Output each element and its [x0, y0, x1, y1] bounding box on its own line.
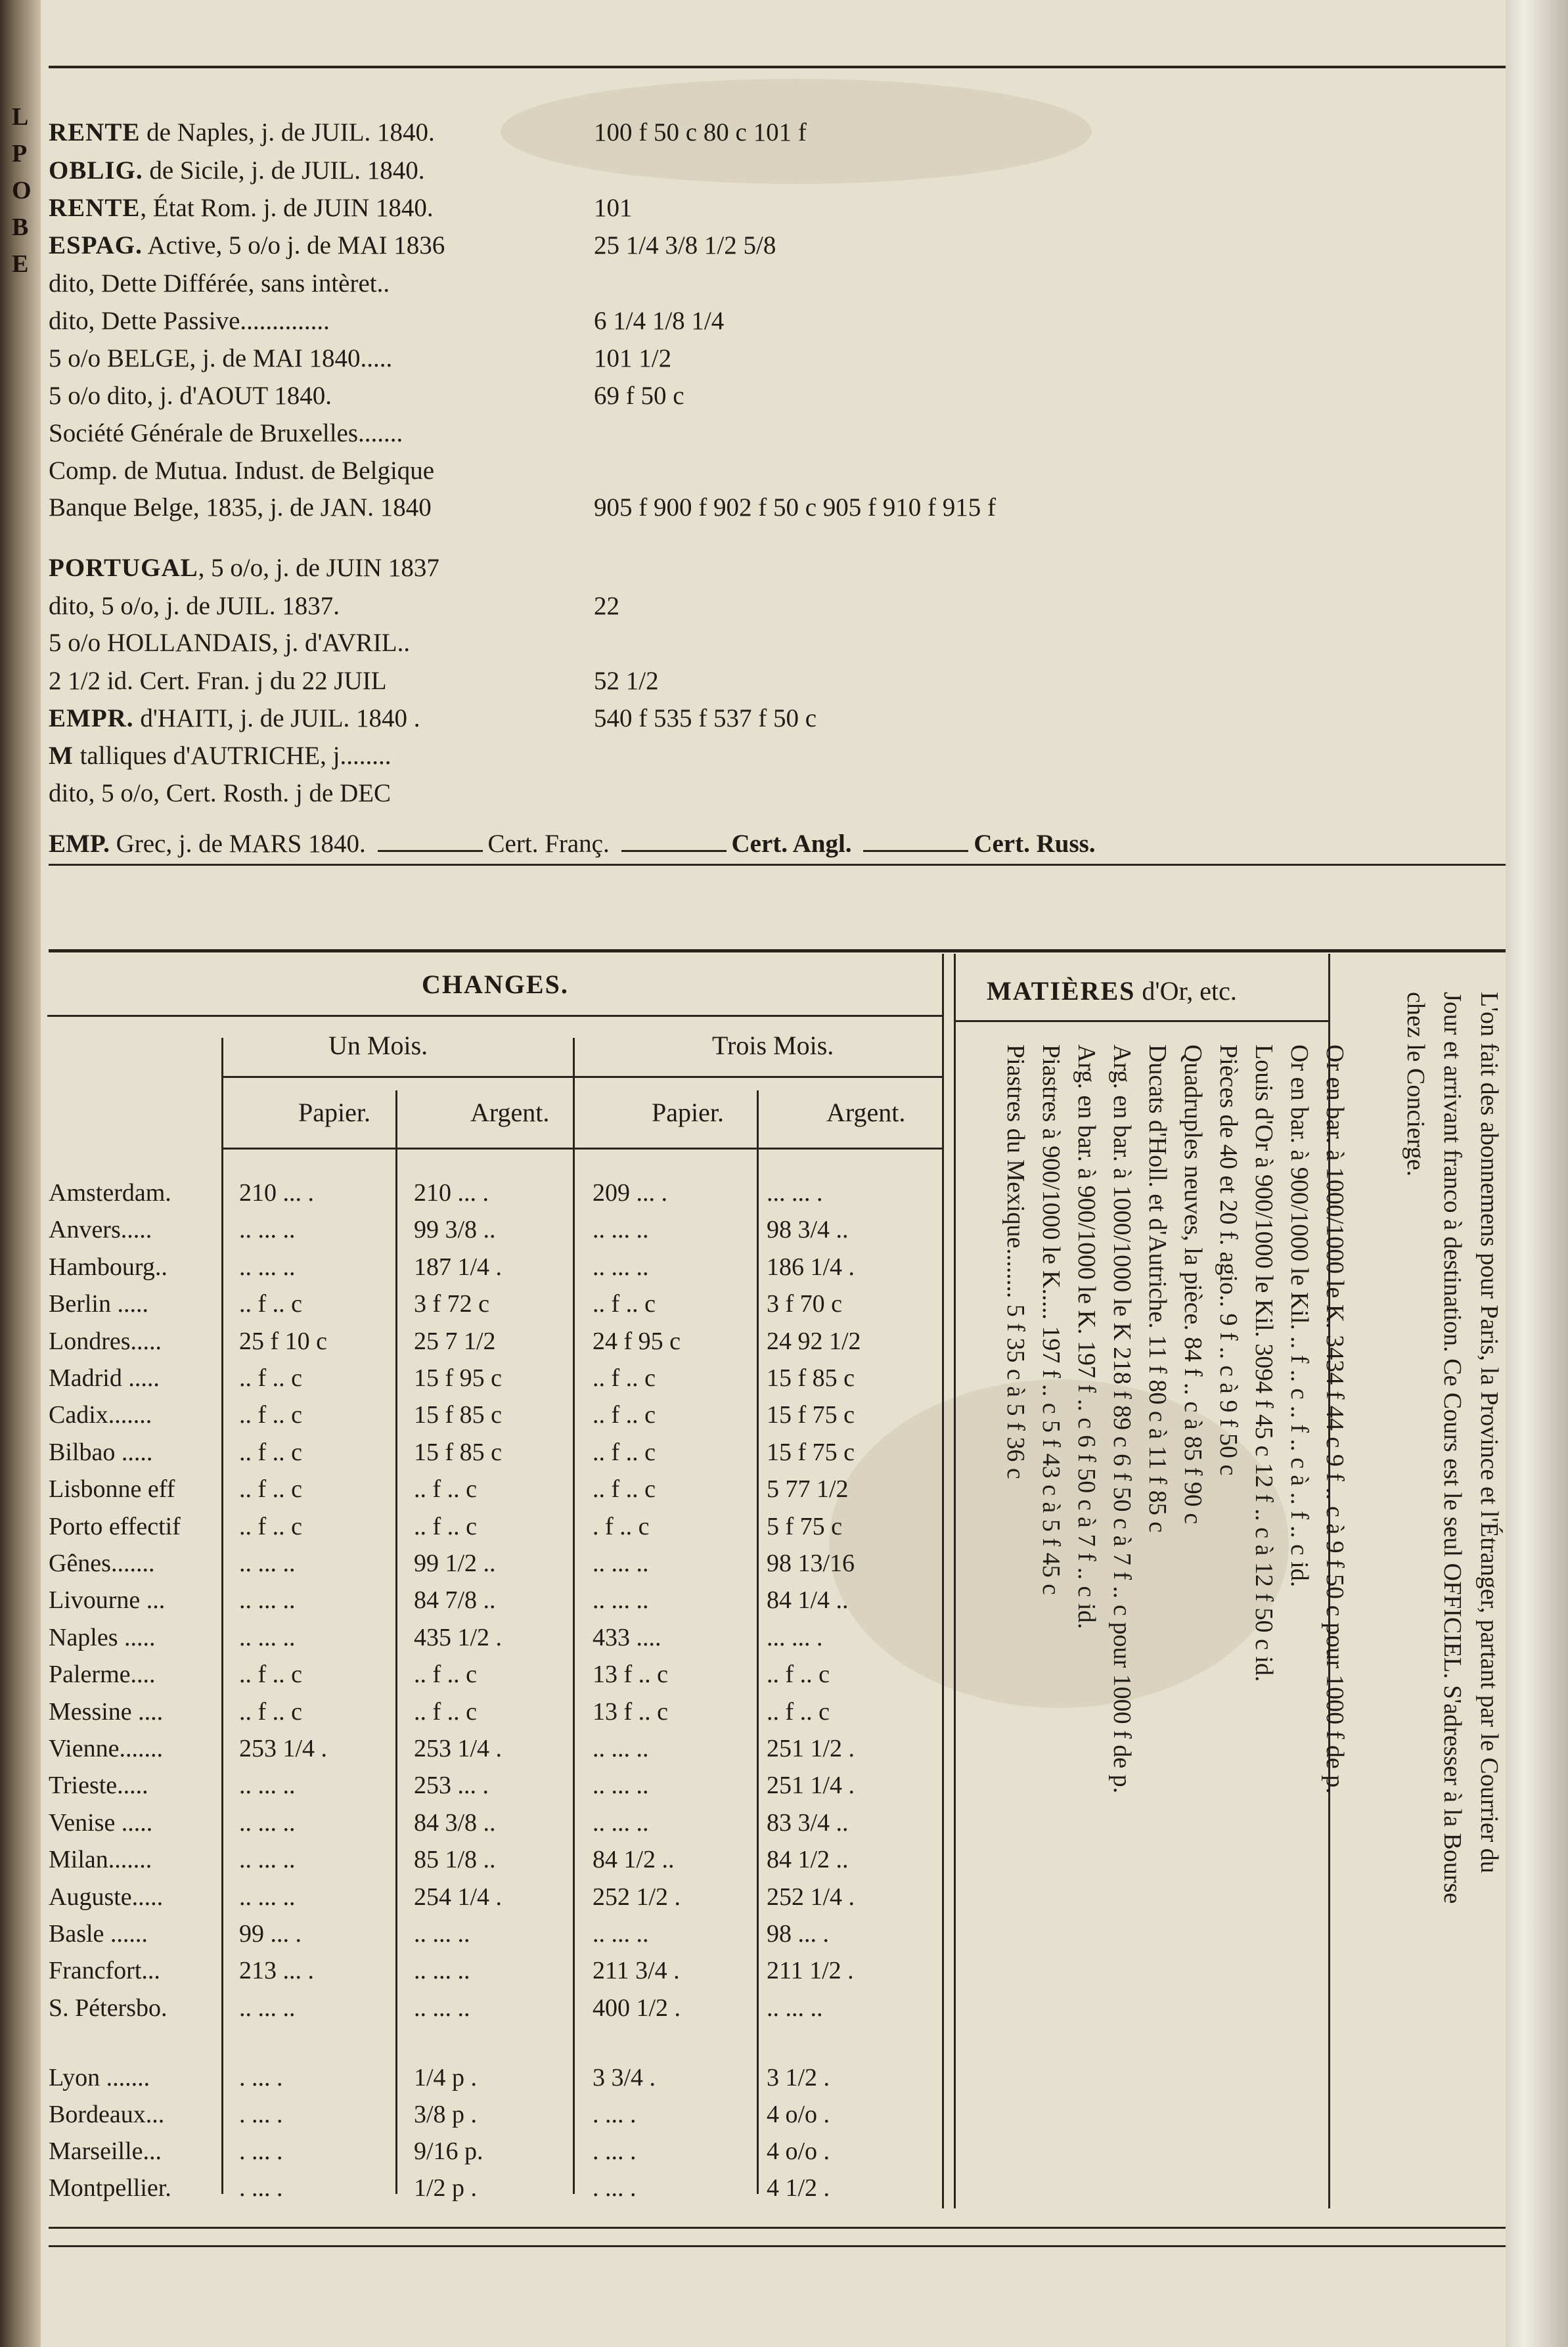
trois-mois-argent: 24 92 1/2: [767, 1327, 861, 1355]
rente-value: 22: [594, 592, 619, 620]
trois-mois-papier: 209 ... .: [593, 1179, 667, 1207]
notice-line: Jour et arrivant franco à destination. Ce Cours est le seul OFFICIEL. S'adresser à la Bourse: [1439, 992, 1466, 1904]
changes-title: CHANGES.: [422, 970, 569, 999]
trois-mois-papier: 3 3/4 .: [593, 2064, 656, 2091]
un-mois-papier: . ... .: [239, 2137, 283, 2165]
un-mois-papier: .. f .. c: [239, 1290, 303, 1318]
rente-label-rest: dito, 5 o/o, Cert. Rosth. j de DEC: [49, 779, 392, 807]
trois-mois-papier: 400 1/2 .: [593, 1994, 681, 2022]
trois-mois-papier: . f .. c: [593, 1512, 650, 1540]
un-mois-papier: .. ... ..: [239, 1253, 296, 1281]
un-mois-papier: .. ... ..: [239, 1586, 296, 1615]
gutter-letter: E: [12, 250, 29, 278]
rente-label: [49, 490, 432, 525]
city-name: Montpellier.: [49, 2174, 171, 2202]
trois-mois-argent: 251 1/4 .: [767, 1772, 855, 1800]
matieres-line: Piastres du Mexique........ 5 f 35 c à 5 f 36 c: [1002, 1044, 1029, 1479]
col-argent-2: Argent.: [826, 1098, 906, 1127]
rente-label: [49, 625, 410, 661]
rente-label: [49, 115, 435, 150]
notice-line: L'on fait des abonnemens pour Paris, la Province et l'Étranger, partant par le Courrier du: [1475, 992, 1503, 1873]
rente-label-bold: ESPAG.: [49, 231, 143, 259]
rente-value: 52 1/2: [594, 667, 659, 695]
trois-mois-papier: .. f .. c: [593, 1401, 656, 1429]
trois-mois-papier: .. ... ..: [593, 1550, 649, 1577]
city-name: Francfort...: [49, 1957, 160, 1985]
trois-mois-argent: 83 3/4 ..: [767, 1808, 849, 1837]
trois-mois-papier: .. f .. c: [593, 1475, 656, 1504]
un-mois-argent: 210 ... .: [414, 1179, 489, 1207]
bottom-rule: [49, 2227, 1506, 2229]
rente-label: [49, 190, 434, 226]
matieres-line: Louis d'Or à 900/1000 le Kil. 3094 f 45 c 12 f .. c à 12 f 50 c id.: [1250, 1044, 1278, 1682]
col-papier-2: Papier.: [652, 1098, 724, 1127]
rente-label-rest: dito, Dette Différée, sans intèret..: [49, 269, 390, 298]
matieres-line: Quadruples neuves, la pièce. 84 f .. c à 85 f 90 c: [1179, 1044, 1207, 1525]
un-mois-argent: .. ... ..: [414, 1920, 470, 1948]
rente-value: 100 f 50 c 80 c 101 f: [594, 118, 807, 146]
un-mois-argent: 254 1/4 .: [414, 1883, 503, 1911]
un-mois-argent: .. f .. c: [414, 1661, 478, 1689]
trois-mois-papier: . ... .: [593, 2137, 637, 2165]
trois-mois-argent: .. f .. c: [767, 1697, 830, 1726]
un-mois-argent: 84 3/8 ..: [414, 1808, 496, 1837]
rente-label-rest: de Sicile, j. de JUIL. 1840.: [143, 156, 425, 185]
un-mois-papier: .. ... ..: [239, 1994, 296, 2022]
trois-mois-papier: .. f .. c: [593, 1438, 656, 1466]
trois-mois-papier: .. f .. c: [593, 1290, 656, 1318]
un-mois-argent: 187 1/4 .: [414, 1253, 503, 1281]
rente-label-rest: d'HAITI, j. de JUIL. 1840 .: [133, 704, 420, 732]
city-name: Vienne.......: [49, 1735, 163, 1762]
rente-label-rest: , État Rom. j. de JUIN 1840.: [140, 194, 434, 222]
un-mois-argent: 15 f 95 c: [414, 1364, 503, 1392]
rente-label-rest: , 5 o/o, j. de JUIN 1837: [198, 554, 439, 582]
trois-mois-papier: .. f .. c: [593, 1364, 656, 1392]
trois-mois-argent: 15 f 85 c: [767, 1364, 855, 1392]
un-mois-argent: .. f .. c: [414, 1697, 478, 1726]
trois-mois-argent: 98 13/16: [767, 1550, 855, 1577]
city-name: Amsterdam.: [49, 1179, 171, 1207]
trois-mois-papier: .. ... ..: [593, 1772, 649, 1800]
rente-label-rest: de Naples, j. de JUIL. 1840.: [140, 118, 435, 146]
trois-mois-argent: 252 1/4 .: [767, 1883, 855, 1911]
trois-mois-argent: 15 f 75 c: [767, 1438, 855, 1466]
matieres-title-rest: d'Or, etc.: [1135, 976, 1237, 1006]
un-mois-argent: 15 f 85 c: [414, 1438, 503, 1466]
matieres-title-rule: [956, 1020, 1328, 1022]
un-mois-papier: .. ... ..: [239, 1216, 296, 1244]
rente-label: [49, 378, 332, 414]
un-mois-header: Un Mois.: [328, 1031, 428, 1060]
city-name: Berlin .....: [49, 1290, 148, 1318]
un-mois-argent: 3 f 72 c: [414, 1290, 490, 1318]
cert-franc: Cert. Franç.: [487, 830, 610, 858]
trois-mois-papier: .. ... ..: [593, 1920, 649, 1948]
city-name: Trieste.....: [49, 1772, 148, 1800]
trois-mois-papier: 13 f .. c: [593, 1697, 669, 1726]
un-mois-papier: 210 ... .: [239, 1179, 314, 1207]
matieres-line: Arg. en bar. à 1000/1000 le K 218 f 89 c 6 f 50 c à 7 f .. c pour 1000 f de p.: [1108, 1044, 1136, 1794]
emp-grec-label: Grec, j. de MARS 1840.: [109, 830, 366, 858]
un-mois-argent: 1/4 p .: [414, 2064, 478, 2091]
rente-label: [49, 701, 420, 736]
trois-mois-papier: .. ... ..: [593, 1808, 649, 1837]
matieres-title-bold: MATIÈRES: [987, 976, 1136, 1006]
trois-mois-argent: 3 f 70 c: [767, 1290, 843, 1318]
city-name: Messine ....: [49, 1697, 164, 1726]
rente-label: [49, 550, 439, 586]
city-name: S. Pétersbo.: [49, 1994, 168, 2022]
un-mois-papier: .. ... ..: [239, 1883, 296, 1911]
rente-label-rest: 2 1/2 id. Cert. Fran. j du 22 JUIL: [49, 667, 387, 695]
matieres-title: [987, 975, 1237, 1006]
un-mois-argent: 253 1/4 .: [414, 1735, 503, 1762]
table-vline: [954, 954, 956, 2208]
un-mois-papier: .. ... ..: [239, 1846, 296, 1874]
rente-label-bold: RENTE: [49, 118, 141, 146]
rente-label: [49, 228, 445, 263]
city-name: Lyon .......: [49, 2064, 150, 2091]
city-name: Cadix.......: [49, 1401, 152, 1429]
un-mois-papier: 253 1/4 .: [239, 1735, 328, 1762]
rente-label-rest: Comp. de Mutua. Indust. de Belgique: [49, 457, 435, 485]
group-rule: [221, 1076, 942, 1078]
table-vline: [573, 1038, 575, 2194]
trois-mois-argent: ... ... .: [767, 1623, 823, 1651]
rente-label-rest: dito, 5 o/o, j. de JUIL. 1837.: [49, 592, 340, 620]
un-mois-papier: .. ... ..: [239, 1623, 296, 1651]
un-mois-papier: 99 ... .: [239, 1920, 302, 1948]
un-mois-argent: 9/16 p.: [414, 2137, 483, 2165]
notice-line: chez le Concierge.: [1402, 992, 1429, 1176]
rente-label: [49, 266, 390, 302]
un-mois-argent: .. f .. c: [414, 1475, 478, 1504]
trois-mois-argent: 15 f 75 c: [767, 1401, 855, 1429]
next-page-edge: [1506, 0, 1568, 2347]
trois-mois-argent: 98 3/4 ..: [767, 1216, 849, 1244]
city-name: Auguste.....: [49, 1883, 164, 1911]
changes-top-rule: [49, 949, 1506, 952]
un-mois-argent: 99 1/2 ..: [414, 1550, 496, 1577]
rente-label-rest: Active, 5 o/o j. de MAI 1836: [142, 231, 445, 259]
gutter-letter: P: [12, 140, 28, 168]
col-papier-1: Papier.: [298, 1098, 370, 1127]
city-name: Bordeaux...: [49, 2101, 165, 2128]
un-mois-papier: .. f .. c: [239, 1661, 303, 1689]
un-mois-argent: 15 f 85 c: [414, 1401, 503, 1429]
rente-value: 905 f 900 f 902 f 50 c 905 f 910 f 915 f: [594, 493, 996, 522]
rente-value: 6 1/4 1/8 1/4: [594, 307, 725, 335]
cert-angl: Cert. Angl.: [731, 830, 852, 858]
un-mois-papier: .. f .. c: [239, 1401, 303, 1429]
rente-value: 101: [594, 194, 633, 222]
un-mois-papier: . ... .: [239, 2064, 283, 2091]
city-name: Madrid .....: [49, 1364, 160, 1392]
rente-label: [49, 738, 391, 774]
un-mois-argent: 1/2 p .: [414, 2174, 478, 2202]
city-name: Hambourg..: [49, 1253, 168, 1281]
trois-mois-papier: .. ... ..: [593, 1253, 649, 1281]
city-name: Palerme....: [49, 1661, 156, 1689]
trois-mois-argent: 186 1/4 .: [767, 1253, 855, 1281]
un-mois-argent: 84 7/8 ..: [414, 1586, 496, 1615]
matieres-line: Ducats d'Holl. et d'Autriche. 11 f 80 c à 11 f 85 c: [1144, 1044, 1171, 1533]
rente-label-rest: 5 o/o dito, j. d'AOUT 1840.: [49, 382, 332, 410]
cert-russ: Cert. Russ.: [974, 830, 1096, 858]
trois-mois-argent: 98 ... .: [767, 1920, 829, 1948]
un-mois-argent: 85 1/8 ..: [414, 1846, 496, 1874]
rente-label-rest: dito, Dette Passive..............: [49, 307, 330, 335]
matieres-line: Or en bar. à 1000/1000 le K. 3434 f 44 c 9 f .. c à 9 f 50 c pour 1000 f de p.: [1321, 1044, 1349, 1794]
trois-mois-papier: 252 1/2 .: [593, 1883, 681, 1911]
un-mois-papier: 25 f 10 c: [239, 1327, 328, 1355]
rente-label-rest: Société Générale de Bruxelles.......: [49, 419, 403, 447]
un-mois-argent: .. ... ..: [414, 1957, 470, 1985]
city-name: Gênes.......: [49, 1550, 155, 1577]
trois-mois-argent: ... ... .: [767, 1179, 823, 1207]
city-name: Basle ......: [49, 1920, 148, 1948]
rente-label-rest: 5 o/o HOLLANDAIS, j. d'AVRIL..: [49, 629, 411, 657]
un-mois-argent: .. ... ..: [414, 1994, 470, 2022]
matieres-line: Piastres à 900/1000 le K..... 197 f .. c 5 f 43 c à 5 f 45 c: [1037, 1044, 1065, 1595]
blank-line: [621, 850, 727, 852]
rente-value: 69 f 50 c: [594, 382, 684, 410]
rente-label: [49, 453, 434, 489]
city-name: Marseille...: [49, 2137, 162, 2165]
col-argent-1: Argent.: [470, 1098, 550, 1127]
rente-label: [49, 416, 403, 451]
changes-title-rule: [47, 1015, 942, 1017]
city-name: Venise .....: [49, 1808, 153, 1837]
trois-mois-argent: 84 1/2 ..: [767, 1846, 849, 1874]
un-mois-papier: 213 ... .: [239, 1957, 314, 1985]
un-mois-argent: 99 3/8 ..: [414, 1216, 496, 1244]
rente-label: [49, 663, 387, 699]
un-mois-papier: .. f .. c: [239, 1697, 303, 1726]
trois-mois-papier: 13 f .. c: [593, 1661, 669, 1689]
trois-mois-papier: . ... .: [593, 2174, 637, 2202]
city-name: Lisbonne eff: [49, 1475, 175, 1504]
trois-mois-argent: 4 o/o .: [767, 2137, 830, 2165]
trois-mois-argent: .. ... ..: [767, 1994, 823, 2022]
rente-label: [49, 776, 391, 811]
bottom-rule: [49, 2245, 1506, 2247]
gutter-letter: O: [12, 177, 32, 204]
trois-mois-argent: 5 f 75 c: [767, 1512, 843, 1540]
rente-label-bold: OBLIG.: [49, 156, 143, 185]
un-mois-papier: .. f .. c: [239, 1438, 303, 1466]
trois-mois-papier: 24 f 95 c: [593, 1327, 681, 1355]
trois-mois-argent: .. f .. c: [767, 1661, 830, 1689]
trois-mois-argent: 251 1/2 .: [767, 1735, 855, 1762]
trois-mois-papier: 84 1/2 ..: [593, 1846, 675, 1874]
trois-mois-argent: 3 1/2 .: [767, 2064, 830, 2091]
un-mois-papier: . ... .: [239, 2174, 283, 2202]
un-mois-papier: .. ... ..: [239, 1808, 296, 1837]
rente-value: 25 1/4 3/8 1/2 5/8: [594, 231, 776, 259]
trois-mois-papier: .. ... ..: [593, 1586, 649, 1615]
un-mois-papier: .. ... ..: [239, 1772, 296, 1800]
gutter-letters: [12, 99, 32, 282]
rente-label-bold: RENTE: [49, 194, 141, 222]
ledger-page: [41, 0, 1506, 2347]
rente-label: [49, 153, 425, 189]
un-mois-papier: .. ... ..: [239, 1550, 296, 1577]
city-name: Naples .....: [49, 1623, 156, 1651]
table-vline: [942, 954, 944, 2208]
trois-mois-papier: . ... .: [593, 2101, 637, 2128]
city-name: Livourne ...: [49, 1586, 166, 1615]
blank-line: [378, 850, 483, 852]
matieres-line: Pièces de 40 et 20 f. agio.. 9 f .. c à 9 f 50 c: [1215, 1044, 1242, 1476]
un-mois-argent: 3/8 p .: [414, 2101, 478, 2128]
rente-label-bold: EMPR.: [49, 704, 134, 732]
trois-mois-papier: 211 3/4 .: [593, 1957, 680, 1985]
rente-label: [49, 303, 330, 339]
rente-label-rest: talliques d'AUTRICHE, j........: [73, 742, 392, 770]
rente-value: 540 f 535 f 537 f 50 c: [594, 704, 817, 732]
un-mois-argent: .. f .. c: [414, 1512, 478, 1540]
gutter-letter: L: [12, 103, 29, 131]
matieres-line: Or en bar. à 900/1000 le Kil. .. f .. c .. f .. c à .. f .. c id.: [1286, 1044, 1313, 1588]
un-mois-argent: 253 ... .: [414, 1772, 489, 1800]
trois-mois-argent: 4 1/2 .: [767, 2174, 830, 2202]
rente-value: 101 1/2: [594, 344, 672, 372]
trois-mois-argent: 84 1/4 ..: [767, 1586, 849, 1615]
rente-label-bold: PORTUGAL: [49, 554, 198, 582]
trois-mois-argent: 5 77 1/2: [767, 1475, 849, 1504]
city-name: Milan.......: [49, 1846, 152, 1874]
city-name: Londres.....: [49, 1327, 162, 1355]
rente-label-rest: 5 o/o BELGE, j. de MAI 1840.....: [49, 344, 393, 372]
trois-mois-papier: .. ... ..: [593, 1216, 649, 1244]
un-mois-papier: . ... .: [239, 2101, 283, 2128]
table-vline: [221, 1038, 223, 2194]
emp-grec-label-bold: EMP.: [49, 830, 110, 858]
rente-label-bold: M: [49, 742, 74, 770]
un-mois-papier: .. f .. c: [239, 1475, 303, 1504]
binding-gutter: [0, 0, 41, 2347]
rente-label: [49, 341, 392, 376]
gutter-letter: B: [12, 213, 29, 241]
trois-mois-argent: 4 o/o .: [767, 2101, 830, 2128]
matieres-line: Arg. en bar. à 900/1000 le K. 197 f .. c 6 f 50 c à 7 f .. c id.: [1073, 1044, 1100, 1629]
un-mois-argent: 435 1/2 .: [414, 1623, 503, 1651]
header-rule: [221, 1148, 942, 1150]
blank-line: [863, 850, 968, 852]
trois-mois-papier: .. ... ..: [593, 1735, 649, 1762]
emp-grec-row: [49, 829, 1096, 859]
un-mois-papier: .. f .. c: [239, 1364, 303, 1392]
trois-mois-argent: 211 1/2 .: [767, 1957, 854, 1985]
trois-mois-header: Trois Mois.: [712, 1031, 834, 1060]
city-name: Porto effectif: [49, 1512, 181, 1540]
un-mois-papier: .. f .. c: [239, 1512, 303, 1540]
rente-label: [49, 589, 340, 624]
section-rule: [49, 864, 1506, 866]
table-vline: [395, 1090, 397, 2194]
top-rule: [49, 66, 1506, 68]
city-name: Bilbao .....: [49, 1438, 153, 1466]
trois-mois-papier: 433 ....: [593, 1623, 661, 1651]
un-mois-argent: 25 7 1/2: [414, 1327, 496, 1355]
city-name: Anvers.....: [49, 1216, 152, 1244]
rente-label-rest: Banque Belge, 1835, j. de JAN. 1840: [49, 493, 432, 522]
table-vline: [757, 1090, 759, 2194]
